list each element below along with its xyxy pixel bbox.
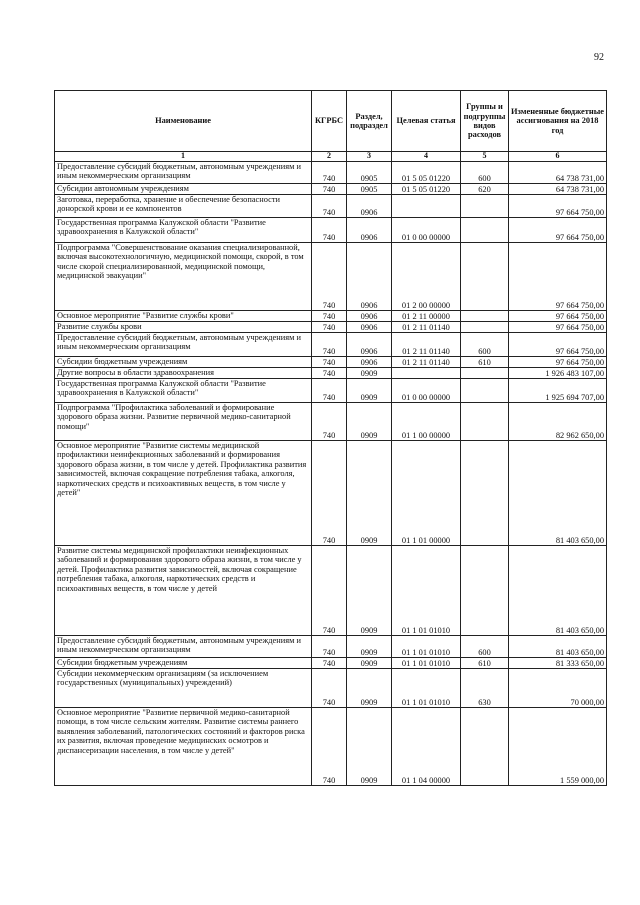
header-row — [55, 91, 607, 152]
row-section: 0909 — [347, 669, 392, 708]
row-expense-group — [461, 368, 509, 379]
row-kgrbs: 740 — [312, 333, 347, 357]
table-row — [55, 658, 607, 669]
budget-table — [54, 90, 607, 786]
row-name: Развитие службы крови — [55, 322, 312, 333]
row-expense-group — [461, 311, 509, 322]
header-kgrbs: КГРБС — [312, 91, 347, 152]
row-target-article: 01 2 11 00000 — [392, 311, 461, 322]
row-kgrbs: 740 — [312, 636, 347, 658]
row-name: Развитие системы медицинской профилактики неинфекционных заболеваний и формирования здорового образа жизни, в том числе у детей. Профилактика развития зависимостей, включая сокращение потребления табака, алкоголя, наркотических средств и психоактивных веществ, в том числе у детей — [55, 546, 312, 636]
row-kgrbs: 740 — [312, 669, 347, 708]
row-expense-group — [461, 195, 509, 218]
row-amount: 82 962 650,00 — [509, 403, 607, 441]
row-kgrbs: 740 — [312, 322, 347, 333]
table-row — [55, 195, 607, 218]
row-kgrbs: 740 — [312, 368, 347, 379]
row-target-article: 01 1 01 01010 — [392, 546, 461, 636]
header-name: Наименование — [55, 91, 312, 152]
row-section: 0909 — [347, 441, 392, 546]
row-name: Государственная программа Калужской области "Развитие здравоохранения в Калужской области" — [55, 218, 312, 243]
table-row — [55, 243, 607, 311]
table-row — [55, 636, 607, 658]
page-number: 92 — [594, 52, 604, 63]
row-name: Предоставление субсидий бюджетным, автономным учреждениям и иным некоммерческим организациям — [55, 333, 312, 357]
row-name: Заготовка, переработка, хранение и обеспечение безопасности донорской крови и ее компонентов — [55, 195, 312, 218]
row-name: Субсидии бюджетным учреждениям — [55, 357, 312, 368]
row-amount: 81 403 650,00 — [509, 441, 607, 546]
row-target-article: 01 0 00 00000 — [392, 218, 461, 243]
table-row — [55, 546, 607, 636]
table-row — [55, 379, 607, 403]
table-row — [55, 322, 607, 333]
row-expense-group — [461, 403, 509, 441]
row-name: Субсидии бюджетным учреждениям — [55, 658, 312, 669]
row-kgrbs: 740 — [312, 162, 347, 184]
column-number: 2 — [312, 152, 347, 162]
row-target-article: 01 1 01 00000 — [392, 441, 461, 546]
row-expense-group: 600 — [461, 333, 509, 357]
row-expense-group — [461, 379, 509, 403]
row-target-article: 01 2 11 01140 — [392, 333, 461, 357]
row-amount: 97 664 750,00 — [509, 218, 607, 243]
row-expense-group: 600 — [461, 636, 509, 658]
row-section: 0905 — [347, 184, 392, 195]
row-kgrbs: 740 — [312, 658, 347, 669]
row-section: 0906 — [347, 333, 392, 357]
row-amount: 97 664 750,00 — [509, 311, 607, 322]
row-amount: 97 664 750,00 — [509, 243, 607, 311]
row-amount: 97 664 750,00 — [509, 322, 607, 333]
row-name: Другие вопросы в области здравоохранения — [55, 368, 312, 379]
row-expense-group — [461, 708, 509, 786]
row-name: Субсидии некоммерческим организациям (за исключением государственных (муниципальных) учреждений) — [55, 669, 312, 708]
row-section: 0909 — [347, 403, 392, 441]
header-section: Раздел, подраздел — [347, 91, 392, 152]
table-row — [55, 311, 607, 322]
column-number: 1 — [55, 152, 312, 162]
row-expense-group — [461, 243, 509, 311]
row-kgrbs: 740 — [312, 218, 347, 243]
table-row — [55, 368, 607, 379]
row-expense-group — [461, 322, 509, 333]
row-target-article: 01 5 05 01220 — [392, 162, 461, 184]
row-amount: 81 403 650,00 — [509, 546, 607, 636]
row-expense-group — [461, 218, 509, 243]
row-kgrbs: 740 — [312, 311, 347, 322]
row-name: Основное мероприятие "Развитие системы медицинской профилактики неинфекционных заболеваний и формирования здорового образа жизни, в том числе у детей. Профилактика развития зависимостей, включая сокращение потребления табака, алкоголя, наркотических средств и психоактивных веществ, в том числе у детей" — [55, 441, 312, 546]
column-numbering-row — [55, 152, 607, 162]
row-kgrbs: 740 — [312, 357, 347, 368]
row-target-article — [392, 195, 461, 218]
row-expense-group: 610 — [461, 357, 509, 368]
row-expense-group — [461, 441, 509, 546]
row-amount: 70 000,00 — [509, 669, 607, 708]
row-amount: 81 333 650,00 — [509, 658, 607, 669]
header-expense-groups: Группы и подгруппы видов расходов — [461, 91, 509, 152]
row-section: 0909 — [347, 379, 392, 403]
row-section: 0906 — [347, 195, 392, 218]
row-name: Предоставление субсидий бюджетным, автономным учреждениям и иным некоммерческим организациям — [55, 162, 312, 184]
row-target-article: 01 1 00 00000 — [392, 403, 461, 441]
row-target-article: 01 1 01 01010 — [392, 669, 461, 708]
row-amount: 1 559 000,00 — [509, 708, 607, 786]
table-row — [55, 357, 607, 368]
row-target-article: 01 1 01 01010 — [392, 636, 461, 658]
row-amount: 64 738 731,00 — [509, 162, 607, 184]
row-target-article — [392, 368, 461, 379]
row-name: Государственная программа Калужской области "Развитие здравоохранения в Калужской области" — [55, 379, 312, 403]
row-kgrbs: 740 — [312, 184, 347, 195]
row-amount: 97 664 750,00 — [509, 357, 607, 368]
row-kgrbs: 740 — [312, 708, 347, 786]
row-name: Подпрограмма "Совершенствование оказания специализированной, включая высокотехнологичную, медицинской помощи, скорой, в том числе скорой специализированной, медицинской помощи, медицинской эвакуации" — [55, 243, 312, 311]
row-name: Основное мероприятие "Развитие первичной медико-санитарной помощи, в том числе сельским жителям. Развитие системы раннего выявления заболеваний, патологических состояний и факторов риска их развития, включая проведение медицинских осмотров и диспансеризации населения, в том числе у детей" — [55, 708, 312, 786]
row-section: 0909 — [347, 636, 392, 658]
row-section: 0906 — [347, 357, 392, 368]
row-kgrbs: 740 — [312, 403, 347, 441]
row-name: Субсидии автономным учреждениям — [55, 184, 312, 195]
row-expense-group: 600 — [461, 162, 509, 184]
table-row — [55, 184, 607, 195]
row-target-article: 01 2 11 01140 — [392, 357, 461, 368]
row-expense-group — [461, 546, 509, 636]
row-section: 0906 — [347, 243, 392, 311]
row-kgrbs: 740 — [312, 379, 347, 403]
table-row — [55, 333, 607, 357]
row-section: 0909 — [347, 708, 392, 786]
header-target-article: Целевая статья — [392, 91, 461, 152]
row-section: 0905 — [347, 162, 392, 184]
table-row — [55, 218, 607, 243]
header-amount: Измененные бюджетные ассигнования на 2018 год — [509, 91, 607, 152]
table-row — [55, 403, 607, 441]
row-name: Предоставление субсидий бюджетным, автономным учреждениям и иным некоммерческим организациям — [55, 636, 312, 658]
row-amount: 64 738 731,00 — [509, 184, 607, 195]
row-name: Подпрограмма "Профилактика заболеваний и формирование здорового образа жизни. Развитие первичной медико-санитарной помощи" — [55, 403, 312, 441]
row-amount: 1 926 483 107,00 — [509, 368, 607, 379]
row-section: 0906 — [347, 311, 392, 322]
row-section: 0909 — [347, 368, 392, 379]
row-name: Основное мероприятие "Развитие службы крови" — [55, 311, 312, 322]
column-number: 4 — [392, 152, 461, 162]
row-target-article: 01 1 01 01010 — [392, 658, 461, 669]
row-target-article: 01 5 05 01220 — [392, 184, 461, 195]
table-row — [55, 441, 607, 546]
row-kgrbs: 740 — [312, 546, 347, 636]
table-row — [55, 162, 607, 184]
row-target-article: 01 0 00 00000 — [392, 379, 461, 403]
row-section: 0909 — [347, 658, 392, 669]
row-amount: 97 664 750,00 — [509, 333, 607, 357]
row-section: 0909 — [347, 546, 392, 636]
column-number: 5 — [461, 152, 509, 162]
row-kgrbs: 740 — [312, 441, 347, 546]
row-target-article: 01 2 11 01140 — [392, 322, 461, 333]
table-body — [55, 162, 607, 786]
row-expense-group: 630 — [461, 669, 509, 708]
row-kgrbs: 740 — [312, 243, 347, 311]
row-amount: 1 925 694 707,00 — [509, 379, 607, 403]
table-row — [55, 708, 607, 786]
table-row — [55, 669, 607, 708]
row-section: 0906 — [347, 218, 392, 243]
row-amount: 97 664 750,00 — [509, 195, 607, 218]
row-expense-group: 610 — [461, 658, 509, 669]
row-expense-group: 620 — [461, 184, 509, 195]
column-number: 3 — [347, 152, 392, 162]
row-target-article: 01 2 00 00000 — [392, 243, 461, 311]
row-target-article: 01 1 04 00000 — [392, 708, 461, 786]
row-amount: 81 403 650,00 — [509, 636, 607, 658]
row-kgrbs: 740 — [312, 195, 347, 218]
row-section: 0906 — [347, 322, 392, 333]
column-number: 6 — [509, 152, 607, 162]
